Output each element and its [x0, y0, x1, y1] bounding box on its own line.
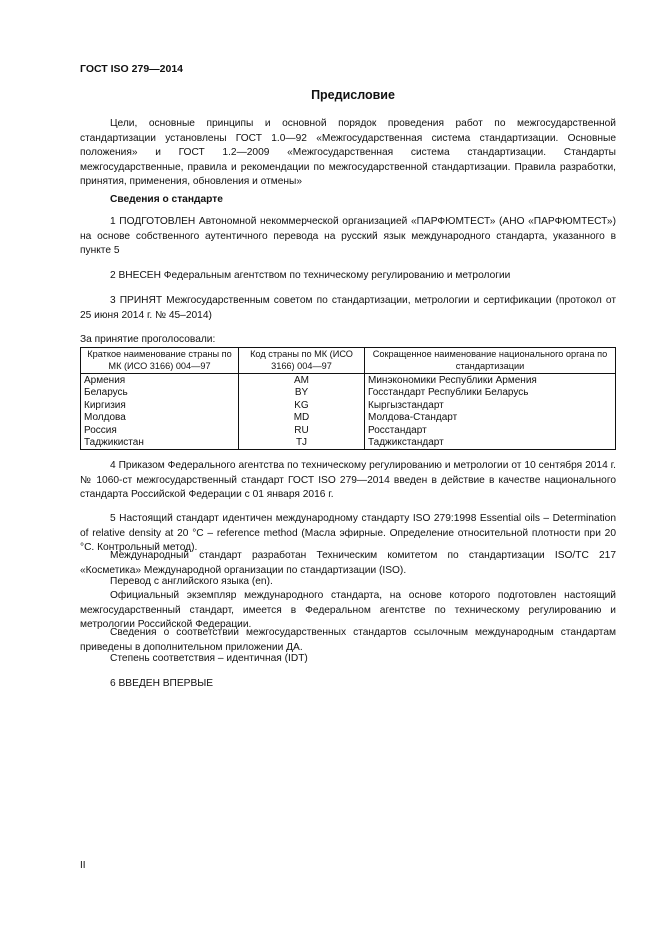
code-cell: MD	[239, 412, 365, 424]
table-header-body: Сокращенное наименование национального органа по стандартизации	[365, 348, 616, 374]
table-header-country: Краткое наименование страны по МК (ИСО 3166) 004—97	[81, 348, 239, 374]
intro-paragraph: Цели, основные принципы и основной порядок проведения работ по межгосударственной стандартизации установлены ГОСТ 1.0—92 «Межгосударственная система стандартизации. Основные положения» и ГОСТ 1.2—2009 «Межгосударственная система стандартизации. Стандарты межгосударственные, правила и рекомендации по межгосударственной стандартизации. Правила разработки, принятия, применения, обновления и отмены»	[80, 118, 616, 188]
table-row	[81, 412, 616, 424]
document-id: ГОСТ ISO 279—2014	[80, 63, 184, 75]
body-cell: Госстандарт Республики Беларусь	[365, 387, 616, 399]
code-cell: AM	[239, 374, 365, 388]
table-row	[81, 425, 616, 437]
body-cell: Молдова-Стандарт	[365, 412, 616, 424]
body-cell: Таджикстандарт	[365, 437, 616, 450]
item-4: 4 Приказом Федерального агентства по техническому регулированию и метрологии от 10 сентября 2014 г. № 1060-ст межгосударственный стандарт ГОСТ ISO 279—2014 введен в действие в качестве национального стандарта Российской Федерации с 01 января 2016 г.	[80, 460, 616, 501]
country-cell: Таджикистан	[81, 437, 239, 450]
country-cell: Армения	[81, 374, 239, 388]
code-cell: RU	[239, 425, 365, 437]
page-title: Предисловие	[311, 88, 395, 102]
item-5-committee: Международный стандарт разработан Техническим комитетом по стандартизации ISO/TC 217 «Косметика» Международной организации по стандартизации (ISO).	[80, 550, 616, 576]
item-6: 6 ВВЕДЕН ВПЕРВЫЕ	[110, 678, 214, 689]
country-cell: Киргизия	[81, 400, 239, 412]
item-5-translation: Перевод с английского языка (en).	[110, 576, 273, 587]
item-3: 3 ПРИНЯТ Межгосударственным советом по стандартизации, метрологии и сертификации (протокол от 25 июня 2014 г. № 45–2014)	[80, 295, 616, 321]
table-row	[81, 400, 616, 412]
table-row	[81, 387, 616, 399]
item-1: 1 ПОДГОТОВЛЕН Автономной некоммерческой организацией «ПАРФЮМТЕСТ» (АНО «ПАРФЮМТЕСТ») на основе собственного аутентичного перевода на русский язык международного стандарта, указанного в пункте 5	[80, 216, 616, 257]
section-heading: Сведения о стандарте	[110, 194, 223, 205]
item-5-references: Сведения о соответствии межгосударственных стандартов ссылочным международным стандартам приведены в дополнительном приложении ДА.	[80, 627, 616, 653]
country-cell: Россия	[81, 425, 239, 437]
table-row	[81, 437, 616, 450]
item-5-official-copy: Официальный экземпляр международного стандарта, на основе которого подготовлен настоящий межгосударственный стандарт, имеется в Федеральном агентстве по техническому регулированию и метрологии Российской Федерации.	[80, 590, 616, 631]
body-cell: Минэкономики Республики Армения	[365, 374, 616, 388]
item-5: 5 Настоящий стандарт идентичен международному стандарту ISO 279:1998 Essential oils – Determination of relative density at 20 °C – reference method (Масла эфирные. Определение относительной плотности при 20 °C. Контрольный метод).	[80, 513, 616, 554]
table-row	[81, 374, 616, 388]
body-cell: Росстандарт	[365, 425, 616, 437]
code-cell: KG	[239, 400, 365, 412]
item-2: 2 ВНЕСЕН Федеральным агентством по техническому регулированию и метрологии	[110, 270, 511, 281]
member-states-table	[80, 347, 616, 450]
body-cell: Кыргызстандарт	[365, 400, 616, 412]
country-cell: Молдова	[81, 412, 239, 424]
item-5-degree: Степень соответствия – идентичная (IDT)	[110, 653, 308, 664]
code-cell: BY	[239, 387, 365, 399]
code-cell: TJ	[239, 437, 365, 450]
table-caption: За принятие проголосовали:	[80, 334, 216, 345]
table-header-code: Код страны по МК (ИСО 3166) 004—97	[239, 348, 365, 374]
page-number: II	[80, 860, 86, 871]
country-cell: Беларусь	[81, 387, 239, 399]
